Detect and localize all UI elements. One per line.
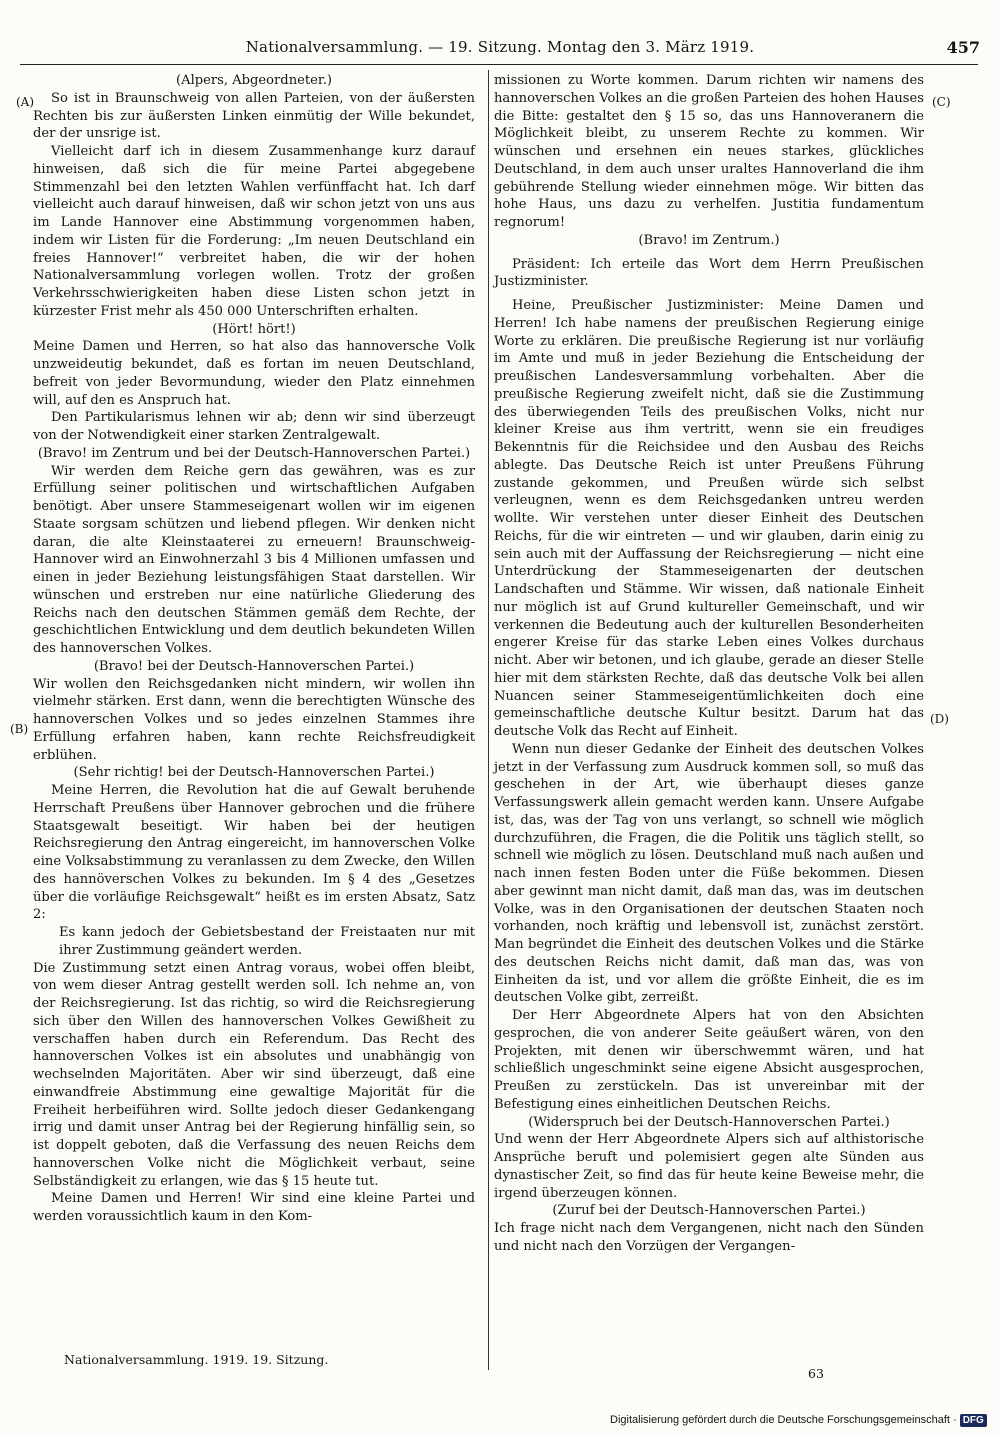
left-column bbox=[33, 72, 475, 1226]
right-column bbox=[494, 72, 924, 1256]
footer-left: Nationalversammlung. 1919. 19. Sitzung. bbox=[64, 1352, 329, 1367]
interjection: (Bravo! im Zentrum und bei der Deutsch-Hannoverschen Partei.) bbox=[37, 445, 471, 461]
column-divider bbox=[488, 70, 489, 1370]
interjection: (Bravo! bei der Deutsch-Hannoverschen Partei.) bbox=[93, 658, 415, 674]
paragraph: Heine, Preußischer Justizminister: Meine Damen und Herren! Ich habe namens der preußischen Regierung einige Worte zu erklären. Die preußische Regierung ist nur vorläufig im Amte und muß in jeder Beziehung die Entscheidung der preußischen Landesversammlung vorbehalten. Aber die preußische Regierung zweifelt nicht, daß sie die Zustimmung des überwiegenden Teils des preußischen Volks, nicht nur kleiner Kreise aus ihm vertritt, wenn sie ein freudiges Bekenntnis für die Reichsidee und den Ausbau des Reichs ablegte. Das Deutsche Reich ist unter Preußens Führung zustande gekommen, und Preußen würde sich selbst verleugnen, wenn es dem Reichsgedanken untreu werden wollte. Wir verstehen unter dieser Einheit des Deutschen Reichs, für die wir eintreten — und wir glauben, darin einig zu sein auch mit der Auffassung der Reichsregierung — nicht eine Unterdrückung der Stammeseigenarten der deutschen Landschaften und Stämme. Wir wissen, daß nationale Einheit nur möglich ist auf Grund kultureller Gemeinschaft, und wir verkennen die Bedeutung auch der kulturellen Besonderheiten engerer Kreise für das starke Leben eines Volkes durchaus nicht. Aber wir betonen, und ich glaube, gerade an dieser Stelle hier mit dem stärksten Rechte, daß das deutsche Volk bei allen Nuancen seiner Stammeseigentümlichkeiten doch eine gemeinschaftliche deutsche Kultur besitzt. Darum hat das deutsche Volk das Recht auf Einheit. bbox=[494, 298, 924, 739]
interjection: (Alpers, Abgeordneter.) bbox=[176, 73, 332, 88]
paragraph: Meine Damen und Herren! Wir sind eine kleine Partei und werden voraussichtlich kaum in den Kom- bbox=[33, 1191, 475, 1224]
paragraph: Vielleicht darf ich in diesem Zusammenhange kurz darauf hinweisen, daß sich die für meine Partei abgegebene Stimmenzahl bei den letzten Wahlen verfünffacht hat. Ich darf vielleicht auch darauf hinweisen, daß wir schon jetzt von uns aus im Lande Hannover eine Abstimmung vorgenommen haben, indem wir Listen für die Forderung: „Im neuen Deutschland ein freies Hannover!“ verbreitet haben, die wir der hohen Nationalversammlung vorlegen wollen. Trotz der großen Verkehrsschwierigkeiten haben diese Listen schon jetzt in kürzester Frist mehr als 450 000 Unterschriften erhalten. bbox=[33, 144, 475, 319]
paragraph: So ist in Braunschweig von allen Parteien, von der äußersten Rechten bis zur äußersten Linken einmütig der Wille bekundet, der der unsrige ist. bbox=[33, 90, 475, 142]
paragraph: Es kann jedoch der Gebietsbestand der Freistaaten nur mit ihrer Zustimmung geändert werden. bbox=[59, 925, 475, 958]
margin-marker-d: (D) bbox=[930, 712, 949, 726]
paragraph: Die Zustimmung setzt einen Antrag voraus, wobei offen bleibt, von wem dieser Antrag gestellt werden soll. Ich nehme an, von der Reichsregierung. Ist das richtig, so wird die Reichsregierung sich über den Willen des hannoverschen Volkes Gewißheit zu verschaffen haben durch ein Referendum. Das Recht des hannoverschen Volkes ist ein absolutes und unabhängig von wechselnden Majoritäten. Aber wir sind überzeugt, daß eine einwandfreie Abstimmung eine gewaltige Majorität für die Freiheit herbeiführen wird. Sollte jedoch dieser Gedankengang irrig und damit unser Antrag bei der Regierung hinfällig sein, so ist doppelt geboten, daß die Verfassung des neuen Reichs dem hannoverschen Volke nicht die Möglichkeit verbaut, seine Selbständigkeit zu erlangen, wie das § 15 heute tut. bbox=[33, 960, 475, 1189]
margin-marker-a: (A) bbox=[16, 95, 35, 109]
margin-marker-c: (C) bbox=[932, 95, 951, 109]
interjection: (Zuruf bei der Deutsch-Hannoverschen Partei.) bbox=[552, 1203, 866, 1219]
dfg-logo: DFG bbox=[960, 1414, 987, 1427]
paragraph: missionen zu Worte kommen. Darum richten wir namens des hannoverschen Volkes an die großen Parteien des hohen Hauses die Bitte: gestaltet den § 15 so, das uns Hannoveranern die Möglichkeit bleibt, zu unserem Rechte zu kommen. Wir wünschen und ersehnen ein neues starkes, glückliches Deutschland, in dem auch unser uraltes Hannoverland die ihm gebührende Stellung wieder einnehmen möge. Wir bitten das hohe Haus, uns dazu zu verhelfen. Justitia fundamentum regnorum! bbox=[494, 73, 924, 230]
paragraph: Ich frage nicht nach dem Vergangenen, nicht nach den Sünden und nicht nach den Vorzügen der Vergangen- bbox=[494, 1221, 924, 1254]
paragraph: Den Partikularismus lehnen wir ab; denn wir sind überzeugt von der Notwendigkeit einer starken Zentralgewalt. bbox=[33, 410, 475, 443]
dfg-text: Digitalisierung gefördert durch die Deutsche Forschungsgemeinschaft · bbox=[610, 1414, 957, 1426]
interjection: (Widerspruch bei der Deutsch-Hannoverschen Partei.) bbox=[528, 1114, 890, 1130]
digitization-credit bbox=[610, 1414, 987, 1427]
paragraph: Wenn nun dieser Gedanke der Einheit des deutschen Volkes jetzt in der Verfassung zum Ausdruck kommen soll, so muß das geschehen in der Art, wie überhaupt dieses ganze Verfassungswerk allein gemacht werden kann. Unsere Aufgabe ist, das, was der Tag von uns verlangt, so schnell wie möglich durchzuführen, die Fragen, die die Politik uns täglich stellt, so schnell wie möglich zu lösen. Deutschland muß nach außen und nach innen festen Boden unter die Füße bekommen. Diesen aber gewinnt man nicht damit, daß man das, was im deutschen Volke, was in den Organisationen der deutschen Staaten noch vorhanden, noch kräftig und lebensvoll ist, zunächst zerstört. Man begründet die Einheit des deutschen Volkes und die Stärke des deutschen Reichs nicht damit, daß man das, was von Einheiten da ist, und vor allem die größte Einheit, die es im deutschen Volke gibt, zerreißt. bbox=[494, 741, 924, 1006]
margin-marker-b: (B) bbox=[10, 722, 29, 736]
paragraph: Präsident: Ich erteile das Wort dem Herrn Preußischen Justizminister. bbox=[494, 256, 924, 290]
paragraph: Wir werden dem Reiche gern das gewähren, was es zur Erfüllung seiner politischen und wirtschaftlichen Aufgaben benötigt. Aber unsere Stammeseigenart wollen wir im eigenen Staate sorgsam schützen und liebend pflegen. Wir denken nicht daran, die alte Kleinstaaterei zu erneuern! Braunschweig-Hannover wird an Einwohnerzahl 3 bis 4 Millionen umfassen und einen in jeder Beziehung leistungsfähigen Staat darstellen. Wir wünschen und erstreben nur eine natürliche Gliederung des Reichs nach den deutschen Stämmen gemäß dem Rechte, der geschichtlichen Entwicklung und dem deutlich bekundeten Willen des hannoverschen Volkes. bbox=[33, 463, 475, 656]
page-header bbox=[20, 38, 980, 64]
paragraph: Meine Herren, die Revolution hat die auf Gewalt beruhende Herrschaft Preußens über Hannover gebrochen und die frühere Staatsgewalt beseitigt. Wir haben bei der heutigen Reichsregierung den Antrag eingereicht, im hannoverschen Volke eine Volksabstimmung zu veranlassen zu dem Zwecke, den Willen des hannöverschen Volkes zu bekunden. Im § 4 des „Gesetzes über die vorläufige Reichsgewalt“ heißt es im ersten Absatz, Satz 2: bbox=[33, 783, 475, 923]
interjection: (Bravo! im Zentrum.) bbox=[638, 232, 780, 248]
paragraph: Und wenn der Herr Abgeordnete Alpers sich auf althistorische Ansprüche beruft und polemisiert gegen alte Sünden aus dynastischer Zeit, so find das für heute keine Beweise mehr, die irgend überzeugen können. bbox=[494, 1132, 924, 1201]
page-number: 457 bbox=[946, 38, 980, 57]
header-rule bbox=[20, 64, 978, 65]
interjection: (Sehr richtig! bei der Deutsch-Hannoverschen Partei.) bbox=[73, 765, 435, 781]
paragraph: Meine Damen und Herren, so hat also das hannoversche Volk unzweideutig bekundet, daß es fortan im neuen Deutschland, befreit von jeder Bevormundung, wieder den Platz einnehmen will, auf den es Anspruch hat. bbox=[33, 339, 475, 408]
interjection: (Hört! hört!) bbox=[212, 321, 296, 337]
paragraph: Der Herr Abgeordnete Alpers hat von den Absichten gesprochen, die von anderer Seite geäußert wären, von den Projekten, mit denen wir überschwemmt wären, und hat schließlich ungeschminkt seine eigene Absicht ausgesprochen, Preußen zu zerstückeln. Das ist unvereinbar mit der Befestigung eines einheitlichen Deutschen Reichs. bbox=[494, 1008, 924, 1112]
running-title: Nationalversammlung. — 19. Sitzung. Montag den 3. März 1919. bbox=[245, 38, 755, 56]
signature-mark: 63 bbox=[808, 1366, 824, 1381]
paragraph: Wir wollen den Reichsgedanken nicht mindern, wir wollen ihn vielmehr stärken. Erst dann, wenn die berechtigten Wünsche des hannoverschen Volkes und so jedes einzelnen Stammes ihre Erfüllung erfahren haben, kann rechte Reichsfreudigkeit erblühen. bbox=[33, 676, 475, 763]
